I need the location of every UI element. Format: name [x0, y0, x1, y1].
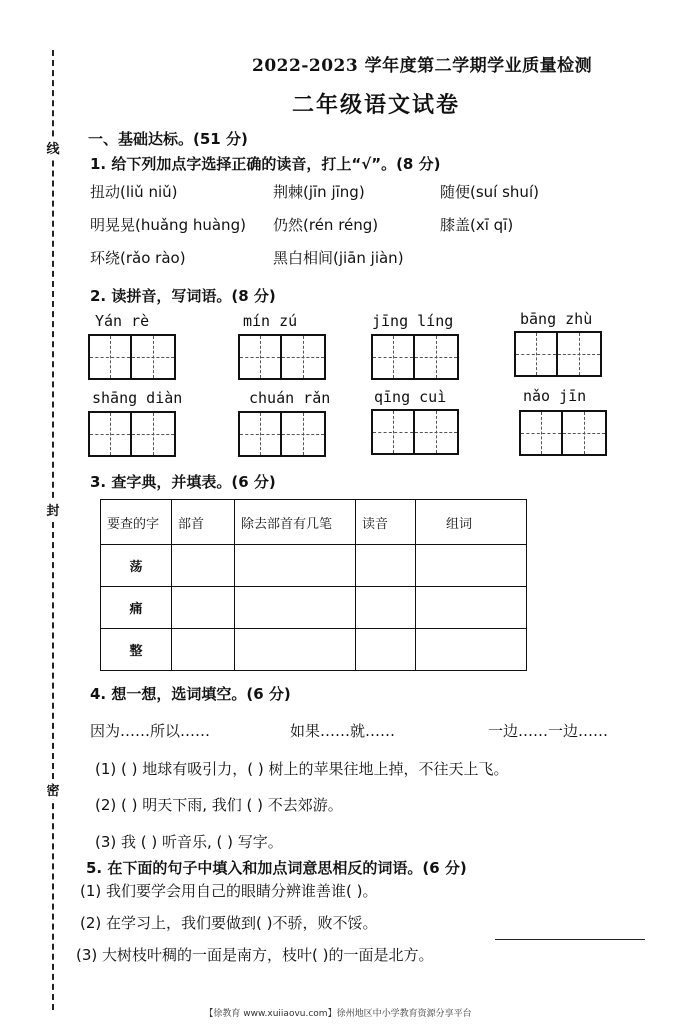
word-option: 一边……一边……: [488, 722, 609, 740]
q4-heading: 4. 想一想，选词填空。(6 分): [90, 685, 291, 703]
dictionary-table: [100, 499, 527, 671]
writing-grid[interactable]: [519, 410, 607, 456]
q4-sentence: (1) ( ) 地球有吸引力，( ) 树上的苹果往地上掉，不往天上飞。: [95, 760, 509, 778]
answer-cell[interactable]: [416, 587, 527, 629]
binding-dashed-line: [52, 50, 54, 1010]
answer-cell[interactable]: [235, 629, 356, 671]
q1-heading: 1. 给下列加点字选择正确的读音，打上“√”。(8 分): [90, 155, 441, 173]
answer-rule: [495, 939, 645, 940]
pinyin-label: Yán rè: [95, 312, 150, 330]
q1-item: 膝盖(xī qī): [440, 216, 514, 234]
q2-heading: 2. 读拼音，写词语。(8 分): [90, 287, 276, 305]
writing-grid[interactable]: [88, 411, 176, 457]
footer-watermark: 【徐教育 www.xuiiaovu.com】徐州地区中小学教育资源分享平台: [204, 1009, 472, 1019]
answer-cell[interactable]: [416, 629, 527, 671]
q5-sentence: (2) 在学习上，我们要做到( )不骄，败不馁。: [80, 914, 378, 932]
q1-item: 扭动(liǔ niǔ): [90, 183, 178, 201]
lookup-char: 痛: [101, 587, 172, 629]
q4-sentence: (3) 我 ( ) 听音乐, ( ) 写字。: [95, 833, 283, 851]
section-heading: 一、基础达标。(51 分): [88, 130, 248, 148]
q5-sentence: (3) 大树枝叶稠的一面是南方，枝叶( )的一面是北方。: [76, 946, 434, 964]
q1-item: 随便(suí shuí): [440, 183, 539, 201]
lookup-char: 整: [101, 629, 172, 671]
answer-cell[interactable]: [356, 587, 416, 629]
answer-cell[interactable]: [172, 545, 235, 587]
answer-cell[interactable]: [235, 545, 356, 587]
column-header: 要查的字: [101, 500, 172, 545]
pinyin-label: mín zú: [243, 312, 298, 330]
margin-mark-seal: 封: [44, 500, 62, 519]
answer-cell[interactable]: [356, 545, 416, 587]
pinyin-label: bāng zhù: [520, 310, 593, 328]
answer-cell[interactable]: [235, 587, 356, 629]
q1-item: 黑白相间(jiān jiàn): [273, 249, 404, 267]
column-header: 除去部首有几笔: [235, 500, 356, 545]
answer-cell[interactable]: [416, 545, 527, 587]
writing-grid[interactable]: [371, 409, 459, 455]
q5-sentence: (1) 我们要学会用自己的眼睛分辨谁善谁( )。: [80, 882, 378, 900]
writing-grid[interactable]: [238, 411, 326, 457]
column-header: 部首: [172, 500, 235, 545]
writing-grid[interactable]: [238, 334, 326, 380]
q1-item: 仍然(rén réng): [273, 216, 379, 234]
table-row: [101, 629, 527, 671]
answer-cell[interactable]: [356, 629, 416, 671]
column-header: 读音: [356, 500, 416, 545]
q1-item: 明晃晃(huǎng huàng): [90, 216, 246, 234]
q1-item: 荆棘(jīn jīng): [273, 183, 365, 201]
q5-heading: 5. 在下面的句子中填入和加点词意思相反的词语。(6 分): [86, 859, 467, 877]
q4-sentence: (2) ( ) 明天下雨, 我们 ( ) 不去郊游。: [95, 796, 343, 814]
writing-grid[interactable]: [514, 331, 602, 377]
pinyin-label: chuán rǎn: [249, 389, 331, 407]
exam-title: 2022-2023 学年度第二学期学业质量检测: [252, 56, 593, 76]
exam-subtitle: 二年级语文试卷: [292, 92, 461, 118]
pinyin-label: qīng cuì: [374, 388, 447, 406]
answer-cell[interactable]: [172, 587, 235, 629]
table-row: [101, 587, 527, 629]
writing-grid[interactable]: [88, 334, 176, 380]
lookup-char: 荡: [101, 545, 172, 587]
pinyin-label: jīng líng: [372, 312, 454, 330]
margin-mark-line: 线: [44, 138, 62, 157]
table-row: [101, 545, 527, 587]
q3-heading: 3. 查字典，并填表。(6 分): [90, 473, 276, 491]
pinyin-label: nǎo jīn: [523, 387, 587, 405]
column-header: 组词: [416, 500, 527, 545]
margin-mark-secret: 密: [44, 780, 62, 799]
answer-cell[interactable]: [172, 629, 235, 671]
writing-grid[interactable]: [371, 334, 459, 380]
word-option: 因为……所以……: [90, 722, 211, 740]
word-option: 如果……就……: [290, 722, 396, 740]
pinyin-label: shāng diàn: [92, 389, 183, 407]
table-header-row: [101, 500, 527, 545]
q1-item: 环绕(rǎo rào): [90, 249, 186, 267]
